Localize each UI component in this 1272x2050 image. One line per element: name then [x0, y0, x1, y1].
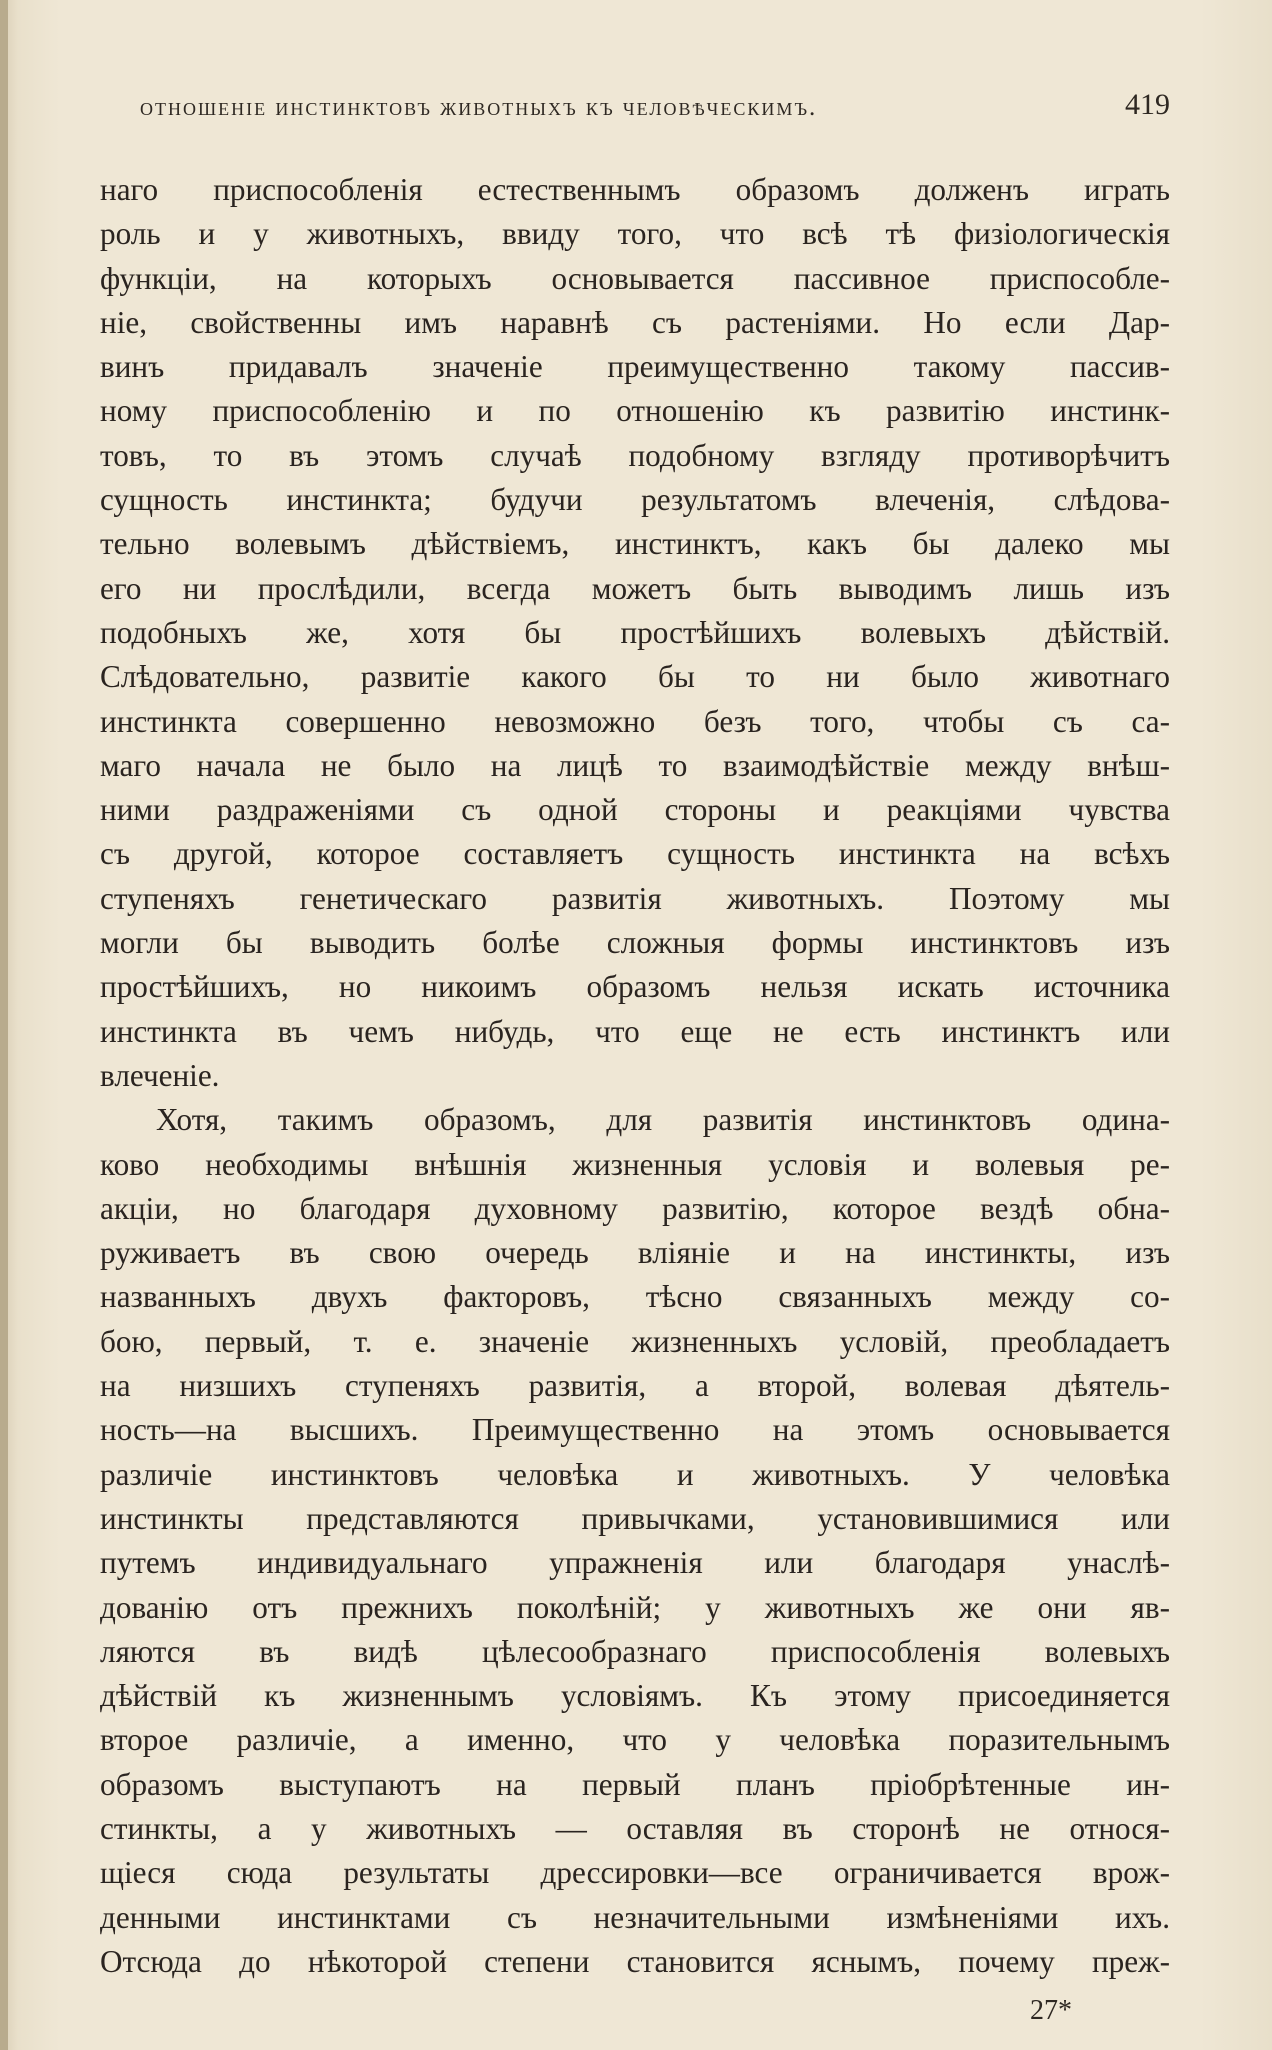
text-line: сущность инстинкта; будучи результатомъ влеченія, слѣдова- — [100, 482, 1170, 518]
text-line: подобныхъ же, хотя бы простѣйшихъ волевыхъ дѣйствій. — [100, 614, 1170, 650]
text-line: второе различіе, а именно, что у человѣка поразительнымъ — [100, 1722, 1170, 1758]
body-text — [100, 168, 1170, 1984]
text-line: ность—на высшихъ. Преимущественно на этомъ основывается — [100, 1412, 1170, 1448]
text-line: ніе, свойственны имъ наравнѣ съ растеніями. Но если Дар- — [100, 304, 1170, 340]
text-line: инстинкта въ чемъ нибудь, что еще не есть инстинктъ или — [100, 1013, 1170, 1049]
running-header — [140, 88, 1170, 134]
text-line: ступеняхъ генетическаго развитія животныхъ. Поэтому мы — [100, 880, 1170, 916]
text-line: образомъ выступаютъ на первый планъ пріобрѣтенные ин- — [100, 1766, 1170, 1802]
text-line: ному приспособленію и по отношенію къ развитію инстинк- — [100, 393, 1170, 429]
page-binding-edge — [0, 0, 8, 2050]
text-line: дованію отъ прежнихъ поколѣній; у животныхъ же они яв- — [100, 1589, 1170, 1625]
text-line: инстинкта совершенно невозможно безъ того, чтобы съ са- — [100, 703, 1170, 739]
text-line: щіеся сюда результаты дрессировки—все ограничивается врож- — [100, 1855, 1170, 1891]
text-line: тельно волевымъ дѣйствіемъ, инстинктъ, какъ бы далеко мы — [100, 526, 1170, 562]
text-line: Отсюда до нѣкоторой степени становится яснымъ, почему преж- — [100, 1943, 1170, 1979]
text-line: маго начала не было на лицѣ то взаимодѣйствіе между внѣш- — [100, 747, 1170, 783]
text-line: роль и у животныхъ, ввиду того, что всѣ тѣ физіологическія — [100, 216, 1170, 252]
page-number: 419 — [1125, 88, 1170, 121]
text-line: Хотя, такимъ образомъ, для развитія инстинктовъ одина- — [156, 1102, 1170, 1138]
text-line: ними раздраженіями съ одной стороны и реакціями чувства — [100, 792, 1170, 828]
text-line: инстинкты представляются привычками, установившимися или — [100, 1500, 1170, 1536]
text-line: могли бы выводить болѣе сложныя формы инстинктовъ изъ — [100, 925, 1170, 961]
text-line: названныхъ двухъ факторовъ, тѣсно связанныхъ между со- — [100, 1279, 1170, 1315]
text-line: различіе инстинктовъ человѣка и животныхъ. У человѣка — [100, 1456, 1170, 1492]
text-line: функціи, на которыхъ основывается пассивное приспособле- — [100, 260, 1170, 296]
text-line: товъ, то въ этомъ случаѣ подобному взгляду противорѣчитъ — [100, 437, 1170, 473]
text-line: наго приспособленія естественнымъ образомъ долженъ играть — [100, 172, 1170, 207]
text-line: влеченіе. — [100, 1057, 220, 1093]
text-line: ково необходимы внѣшнія жизненныя условія и волевыя ре- — [100, 1146, 1170, 1182]
text-line: его ни прослѣдили, всегда можетъ быть выводимъ лишь изъ — [100, 570, 1170, 606]
text-line: акціи, но благодаря духовному развитію, которое вездѣ обна- — [100, 1190, 1170, 1226]
printer-signature-mark: 27* — [1030, 1995, 1072, 2026]
text-line: бою, первый, т. е. значеніе жизненныхъ условій, преобладаетъ — [100, 1323, 1170, 1359]
text-line: Слѣдовательно, развитіе какого бы то ни было животнаго — [100, 659, 1170, 695]
text-line: путемъ индивидуальнаго упражненія или благодаря унаслѣ- — [100, 1545, 1170, 1581]
text-line: съ другой, которое составляетъ сущность инстинкта на всѣхъ — [100, 836, 1170, 872]
running-title: отношеніе инстинктовъ животныхъ къ человѣческимъ. — [140, 94, 818, 121]
text-line: дѣйствій къ жизненнымъ условіямъ. Къ этому присоединяется — [100, 1678, 1170, 1714]
text-line: винъ придавалъ значеніе преимущественно такому пассив- — [100, 349, 1170, 385]
text-line: простѣйшихъ, но никоимъ образомъ нельзя искать источника — [100, 969, 1170, 1005]
text-line: ляются въ видѣ цѣлесообразнаго приспособленія волевыхъ — [100, 1633, 1170, 1669]
text-line: на низшихъ ступеняхъ развитія, а второй, волевая дѣятель- — [100, 1368, 1170, 1404]
text-line: руживаетъ въ свою очередь вліяніе и на инстинкты, изъ — [100, 1235, 1170, 1271]
text-line: стинкты, а у животныхъ — оставляя въ сторонѣ не относя- — [100, 1810, 1170, 1846]
text-line: денными инстинктами съ незначительными измѣненіями ихъ. — [100, 1899, 1170, 1935]
